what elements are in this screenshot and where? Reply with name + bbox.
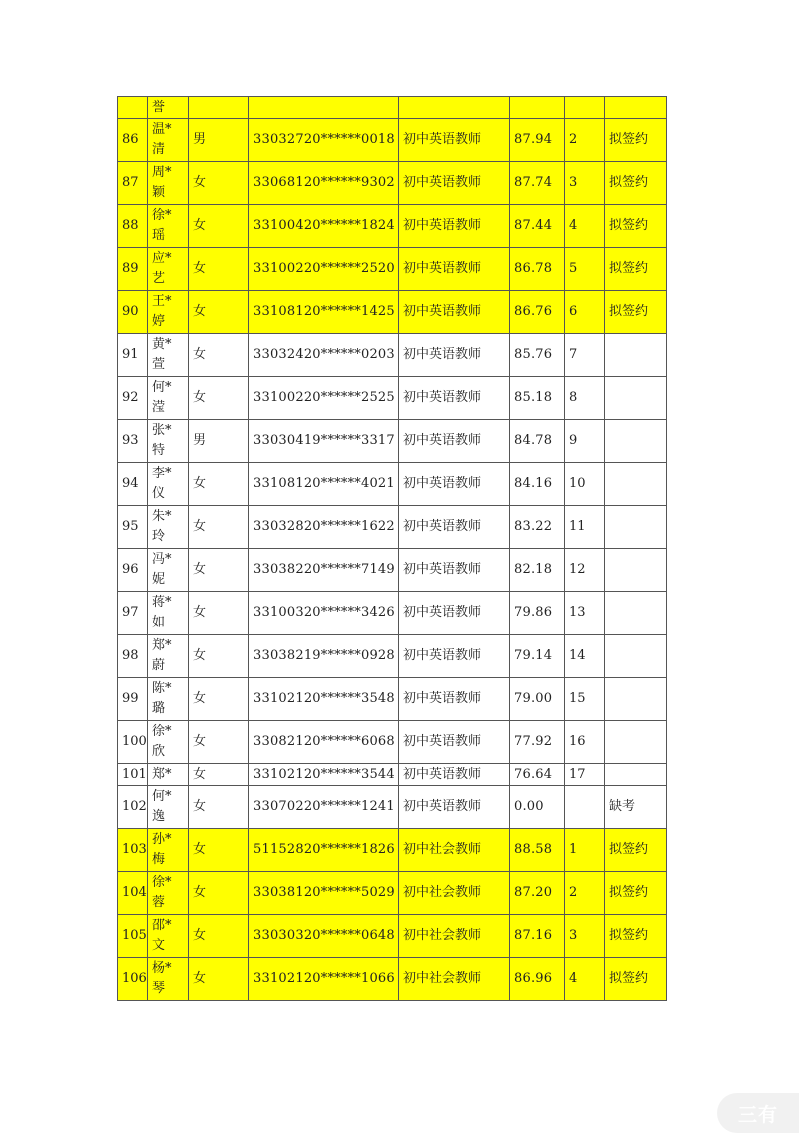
position-cell: 初中社会教师 (399, 958, 510, 1001)
name-part: 张* (152, 423, 172, 438)
gender-cell: 女 (189, 786, 249, 829)
table-row (118, 958, 667, 1001)
position-cell: 初中英语教师 (399, 420, 510, 463)
name-part: 杨* (152, 961, 172, 976)
rank-cell: 3 (565, 162, 605, 205)
score-cell: 86.78 (510, 248, 565, 291)
table-row (118, 248, 667, 291)
name-cell (148, 420, 189, 463)
position-cell: 初中社会教师 (399, 915, 510, 958)
table-row (118, 506, 667, 549)
note-cell (605, 97, 667, 119)
position-cell: 初中英语教师 (399, 248, 510, 291)
name-part: 誉 (152, 99, 166, 115)
gender-cell: 女 (189, 291, 249, 334)
row-number-cell: 95 (118, 506, 148, 549)
position-cell: 初中英语教师 (399, 635, 510, 678)
position-cell: 初中英语教师 (399, 678, 510, 721)
position-cell (399, 97, 510, 119)
rank-cell: 2 (565, 119, 605, 162)
score-cell: 86.96 (510, 958, 565, 1001)
name-part: 梅 (152, 852, 166, 867)
table-row (118, 721, 667, 764)
row-number-cell: 91 (118, 334, 148, 377)
name-part: 璐 (152, 701, 166, 716)
results-table-body (118, 97, 667, 1001)
score-cell: 79.14 (510, 635, 565, 678)
row-number-cell: 88 (118, 205, 148, 248)
gender-cell: 女 (189, 205, 249, 248)
score-cell: 84.78 (510, 420, 565, 463)
score-cell: 79.00 (510, 678, 565, 721)
name-cell (148, 97, 189, 119)
table-row (118, 786, 667, 829)
name-part: 李* (152, 466, 172, 481)
position-cell: 初中英语教师 (399, 786, 510, 829)
row-number-cell: 97 (118, 592, 148, 635)
position-cell: 初中英语教师 (399, 291, 510, 334)
name-part: 玲 (152, 529, 166, 544)
table-row (118, 915, 667, 958)
rank-cell (565, 97, 605, 119)
name-part: 陈* (152, 681, 172, 696)
name-cell (148, 635, 189, 678)
name-part: 文 (152, 938, 166, 953)
name-part: 郑* (152, 638, 172, 653)
table-row (118, 635, 667, 678)
note-cell: 缺考 (605, 786, 667, 829)
name-part: 逸 (152, 809, 166, 824)
id-number-cell: 33030320******0648 (249, 915, 399, 958)
id-number-cell: 33102120******1066 (249, 958, 399, 1001)
id-number-cell: 33102120******3544 (249, 764, 399, 786)
name-part: 王* (152, 294, 172, 309)
row-number-cell: 94 (118, 463, 148, 506)
name-part: 徐* (152, 724, 172, 739)
watermark-badge: 三有 (717, 1093, 799, 1133)
name-part: 徐* (152, 208, 172, 223)
rank-cell: 6 (565, 291, 605, 334)
rank-cell: 1 (565, 829, 605, 872)
name-part: 欣 (152, 744, 166, 759)
id-number-cell: 33100320******3426 (249, 592, 399, 635)
name-cell (148, 786, 189, 829)
score-cell: 87.74 (510, 162, 565, 205)
table-row (118, 205, 667, 248)
table-row (118, 97, 667, 119)
score-cell: 82.18 (510, 549, 565, 592)
name-cell (148, 829, 189, 872)
position-cell: 初中英语教师 (399, 549, 510, 592)
rank-cell: 2 (565, 872, 605, 915)
table-row (118, 463, 667, 506)
gender-cell: 女 (189, 678, 249, 721)
rank-cell: 11 (565, 506, 605, 549)
id-number-cell: 33100420******1824 (249, 205, 399, 248)
name-part: 如 (152, 615, 166, 630)
note-cell (605, 764, 667, 786)
row-number-cell: 106 (118, 958, 148, 1001)
name-part: 应* (152, 251, 172, 266)
name-cell (148, 592, 189, 635)
gender-cell (189, 97, 249, 119)
row-number-cell: 104 (118, 872, 148, 915)
score-cell: 84.16 (510, 463, 565, 506)
name-cell (148, 463, 189, 506)
name-part: 黄* (152, 337, 172, 352)
gender-cell: 女 (189, 162, 249, 205)
id-number-cell: 33032820******1622 (249, 506, 399, 549)
name-part: 郑* (152, 766, 172, 782)
name-part: 艺 (152, 271, 166, 286)
position-cell: 初中英语教师 (399, 334, 510, 377)
score-cell: 87.44 (510, 205, 565, 248)
score-cell: 0.00 (510, 786, 565, 829)
name-part: 朱* (152, 509, 172, 524)
note-cell (605, 377, 667, 420)
rank-cell: 13 (565, 592, 605, 635)
row-number-cell: 103 (118, 829, 148, 872)
name-cell (148, 872, 189, 915)
name-part: 冯* (152, 552, 172, 567)
row-number-cell: 99 (118, 678, 148, 721)
note-cell: 拟签约 (605, 162, 667, 205)
rank-cell: 4 (565, 205, 605, 248)
name-part: 滢 (152, 400, 166, 415)
score-cell: 77.92 (510, 721, 565, 764)
name-cell (148, 721, 189, 764)
note-cell (605, 678, 667, 721)
row-number-cell: 90 (118, 291, 148, 334)
note-cell: 拟签约 (605, 958, 667, 1001)
score-cell: 87.16 (510, 915, 565, 958)
rank-cell: 15 (565, 678, 605, 721)
id-number-cell: 33032420******0203 (249, 334, 399, 377)
table-row (118, 162, 667, 205)
table-row (118, 678, 667, 721)
rank-cell (565, 786, 605, 829)
row-number-cell: 86 (118, 119, 148, 162)
note-cell: 拟签约 (605, 915, 667, 958)
gender-cell: 女 (189, 463, 249, 506)
name-cell (148, 678, 189, 721)
name-part: 徐* (152, 875, 172, 890)
position-cell: 初中英语教师 (399, 592, 510, 635)
note-cell: 拟签约 (605, 291, 667, 334)
note-cell: 拟签约 (605, 829, 667, 872)
name-cell (148, 119, 189, 162)
id-number-cell (249, 97, 399, 119)
position-cell: 初中英语教师 (399, 506, 510, 549)
table-row (118, 119, 667, 162)
row-number-cell: 100 (118, 721, 148, 764)
gender-cell: 女 (189, 872, 249, 915)
gender-cell: 女 (189, 377, 249, 420)
rank-cell: 17 (565, 764, 605, 786)
name-part: 孙* (152, 832, 172, 847)
rank-cell: 7 (565, 334, 605, 377)
id-number-cell: 33030419******3317 (249, 420, 399, 463)
table-row (118, 420, 667, 463)
score-cell: 87.94 (510, 119, 565, 162)
id-number-cell: 33038120******5029 (249, 872, 399, 915)
gender-cell: 女 (189, 764, 249, 786)
gender-cell: 女 (189, 592, 249, 635)
row-number-cell: 92 (118, 377, 148, 420)
name-part: 邵* (152, 918, 172, 933)
name-part: 特 (152, 443, 166, 458)
name-part: 颖 (152, 185, 166, 200)
gender-cell: 女 (189, 958, 249, 1001)
position-cell: 初中英语教师 (399, 764, 510, 786)
note-cell (605, 592, 667, 635)
position-cell: 初中英语教师 (399, 119, 510, 162)
note-cell (605, 721, 667, 764)
score-cell: 85.76 (510, 334, 565, 377)
position-cell: 初中英语教师 (399, 377, 510, 420)
rank-cell: 4 (565, 958, 605, 1001)
score-cell: 76.64 (510, 764, 565, 786)
gender-cell: 女 (189, 549, 249, 592)
row-number-cell (118, 97, 148, 119)
name-cell (148, 915, 189, 958)
name-part: 妮 (152, 572, 166, 587)
name-part: 瑶 (152, 228, 166, 243)
name-part: 清 (152, 142, 166, 157)
rank-cell: 16 (565, 721, 605, 764)
rank-cell: 3 (565, 915, 605, 958)
gender-cell: 女 (189, 248, 249, 291)
id-number-cell: 33038220******7149 (249, 549, 399, 592)
row-number-cell: 93 (118, 420, 148, 463)
name-part: 何* (152, 789, 172, 804)
table-row (118, 291, 667, 334)
score-cell: 88.58 (510, 829, 565, 872)
table-row (118, 872, 667, 915)
score-cell: 85.18 (510, 377, 565, 420)
id-number-cell: 33108120******1425 (249, 291, 399, 334)
position-cell: 初中英语教师 (399, 162, 510, 205)
row-number-cell: 96 (118, 549, 148, 592)
score-cell: 83.22 (510, 506, 565, 549)
name-cell (148, 162, 189, 205)
table-row (118, 549, 667, 592)
id-number-cell: 33082120******6068 (249, 721, 399, 764)
id-number-cell: 51152820******1826 (249, 829, 399, 872)
gender-cell: 男 (189, 119, 249, 162)
gender-cell: 女 (189, 915, 249, 958)
note-cell (605, 635, 667, 678)
id-number-cell: 33038219******0928 (249, 635, 399, 678)
position-cell: 初中社会教师 (399, 829, 510, 872)
name-part: 何* (152, 380, 172, 395)
table-row (118, 377, 667, 420)
table-row (118, 334, 667, 377)
rank-cell: 8 (565, 377, 605, 420)
gender-cell: 女 (189, 334, 249, 377)
name-cell (148, 549, 189, 592)
name-cell (148, 377, 189, 420)
note-cell (605, 549, 667, 592)
score-cell (510, 97, 565, 119)
table-row (118, 829, 667, 872)
gender-cell: 女 (189, 829, 249, 872)
id-number-cell: 33102120******3548 (249, 678, 399, 721)
position-cell: 初中英语教师 (399, 463, 510, 506)
id-number-cell: 33100220******2520 (249, 248, 399, 291)
name-cell (148, 506, 189, 549)
position-cell: 初中社会教师 (399, 872, 510, 915)
results-table (117, 96, 667, 1001)
id-number-cell: 33100220******2525 (249, 377, 399, 420)
id-number-cell: 33070220******1241 (249, 786, 399, 829)
note-cell (605, 506, 667, 549)
gender-cell: 女 (189, 506, 249, 549)
note-cell: 拟签约 (605, 248, 667, 291)
note-cell: 拟签约 (605, 872, 667, 915)
position-cell: 初中英语教师 (399, 205, 510, 248)
name-part: 温* (152, 122, 172, 137)
gender-cell: 女 (189, 721, 249, 764)
row-number-cell: 102 (118, 786, 148, 829)
row-number-cell: 89 (118, 248, 148, 291)
note-cell: 拟签约 (605, 119, 667, 162)
note-cell (605, 334, 667, 377)
note-cell (605, 463, 667, 506)
name-part: 婷 (152, 314, 166, 329)
name-cell (148, 248, 189, 291)
rank-cell: 10 (565, 463, 605, 506)
name-cell (148, 291, 189, 334)
name-part: 周* (152, 165, 172, 180)
table-row (118, 592, 667, 635)
gender-cell: 男 (189, 420, 249, 463)
name-part: 萱 (152, 357, 166, 372)
name-part: 蒋* (152, 595, 172, 610)
score-cell: 86.76 (510, 291, 565, 334)
note-cell (605, 420, 667, 463)
rank-cell: 5 (565, 248, 605, 291)
name-part: 蔚 (152, 658, 166, 673)
score-cell: 79.86 (510, 592, 565, 635)
id-number-cell: 33032720******0018 (249, 119, 399, 162)
id-number-cell: 33108120******4021 (249, 463, 399, 506)
score-cell: 87.20 (510, 872, 565, 915)
row-number-cell: 105 (118, 915, 148, 958)
name-part: 蓉 (152, 895, 166, 910)
name-cell (148, 205, 189, 248)
table-row (118, 764, 667, 786)
rank-cell: 9 (565, 420, 605, 463)
id-number-cell: 33068120******9302 (249, 162, 399, 205)
rank-cell: 12 (565, 549, 605, 592)
name-cell (148, 334, 189, 377)
name-part: 琴 (152, 981, 166, 996)
note-cell: 拟签约 (605, 205, 667, 248)
row-number-cell: 101 (118, 764, 148, 786)
rank-cell: 14 (565, 635, 605, 678)
position-cell: 初中英语教师 (399, 721, 510, 764)
row-number-cell: 87 (118, 162, 148, 205)
name-cell (148, 764, 189, 786)
name-part: 仪 (152, 486, 166, 501)
gender-cell: 女 (189, 635, 249, 678)
row-number-cell: 98 (118, 635, 148, 678)
name-cell (148, 958, 189, 1001)
